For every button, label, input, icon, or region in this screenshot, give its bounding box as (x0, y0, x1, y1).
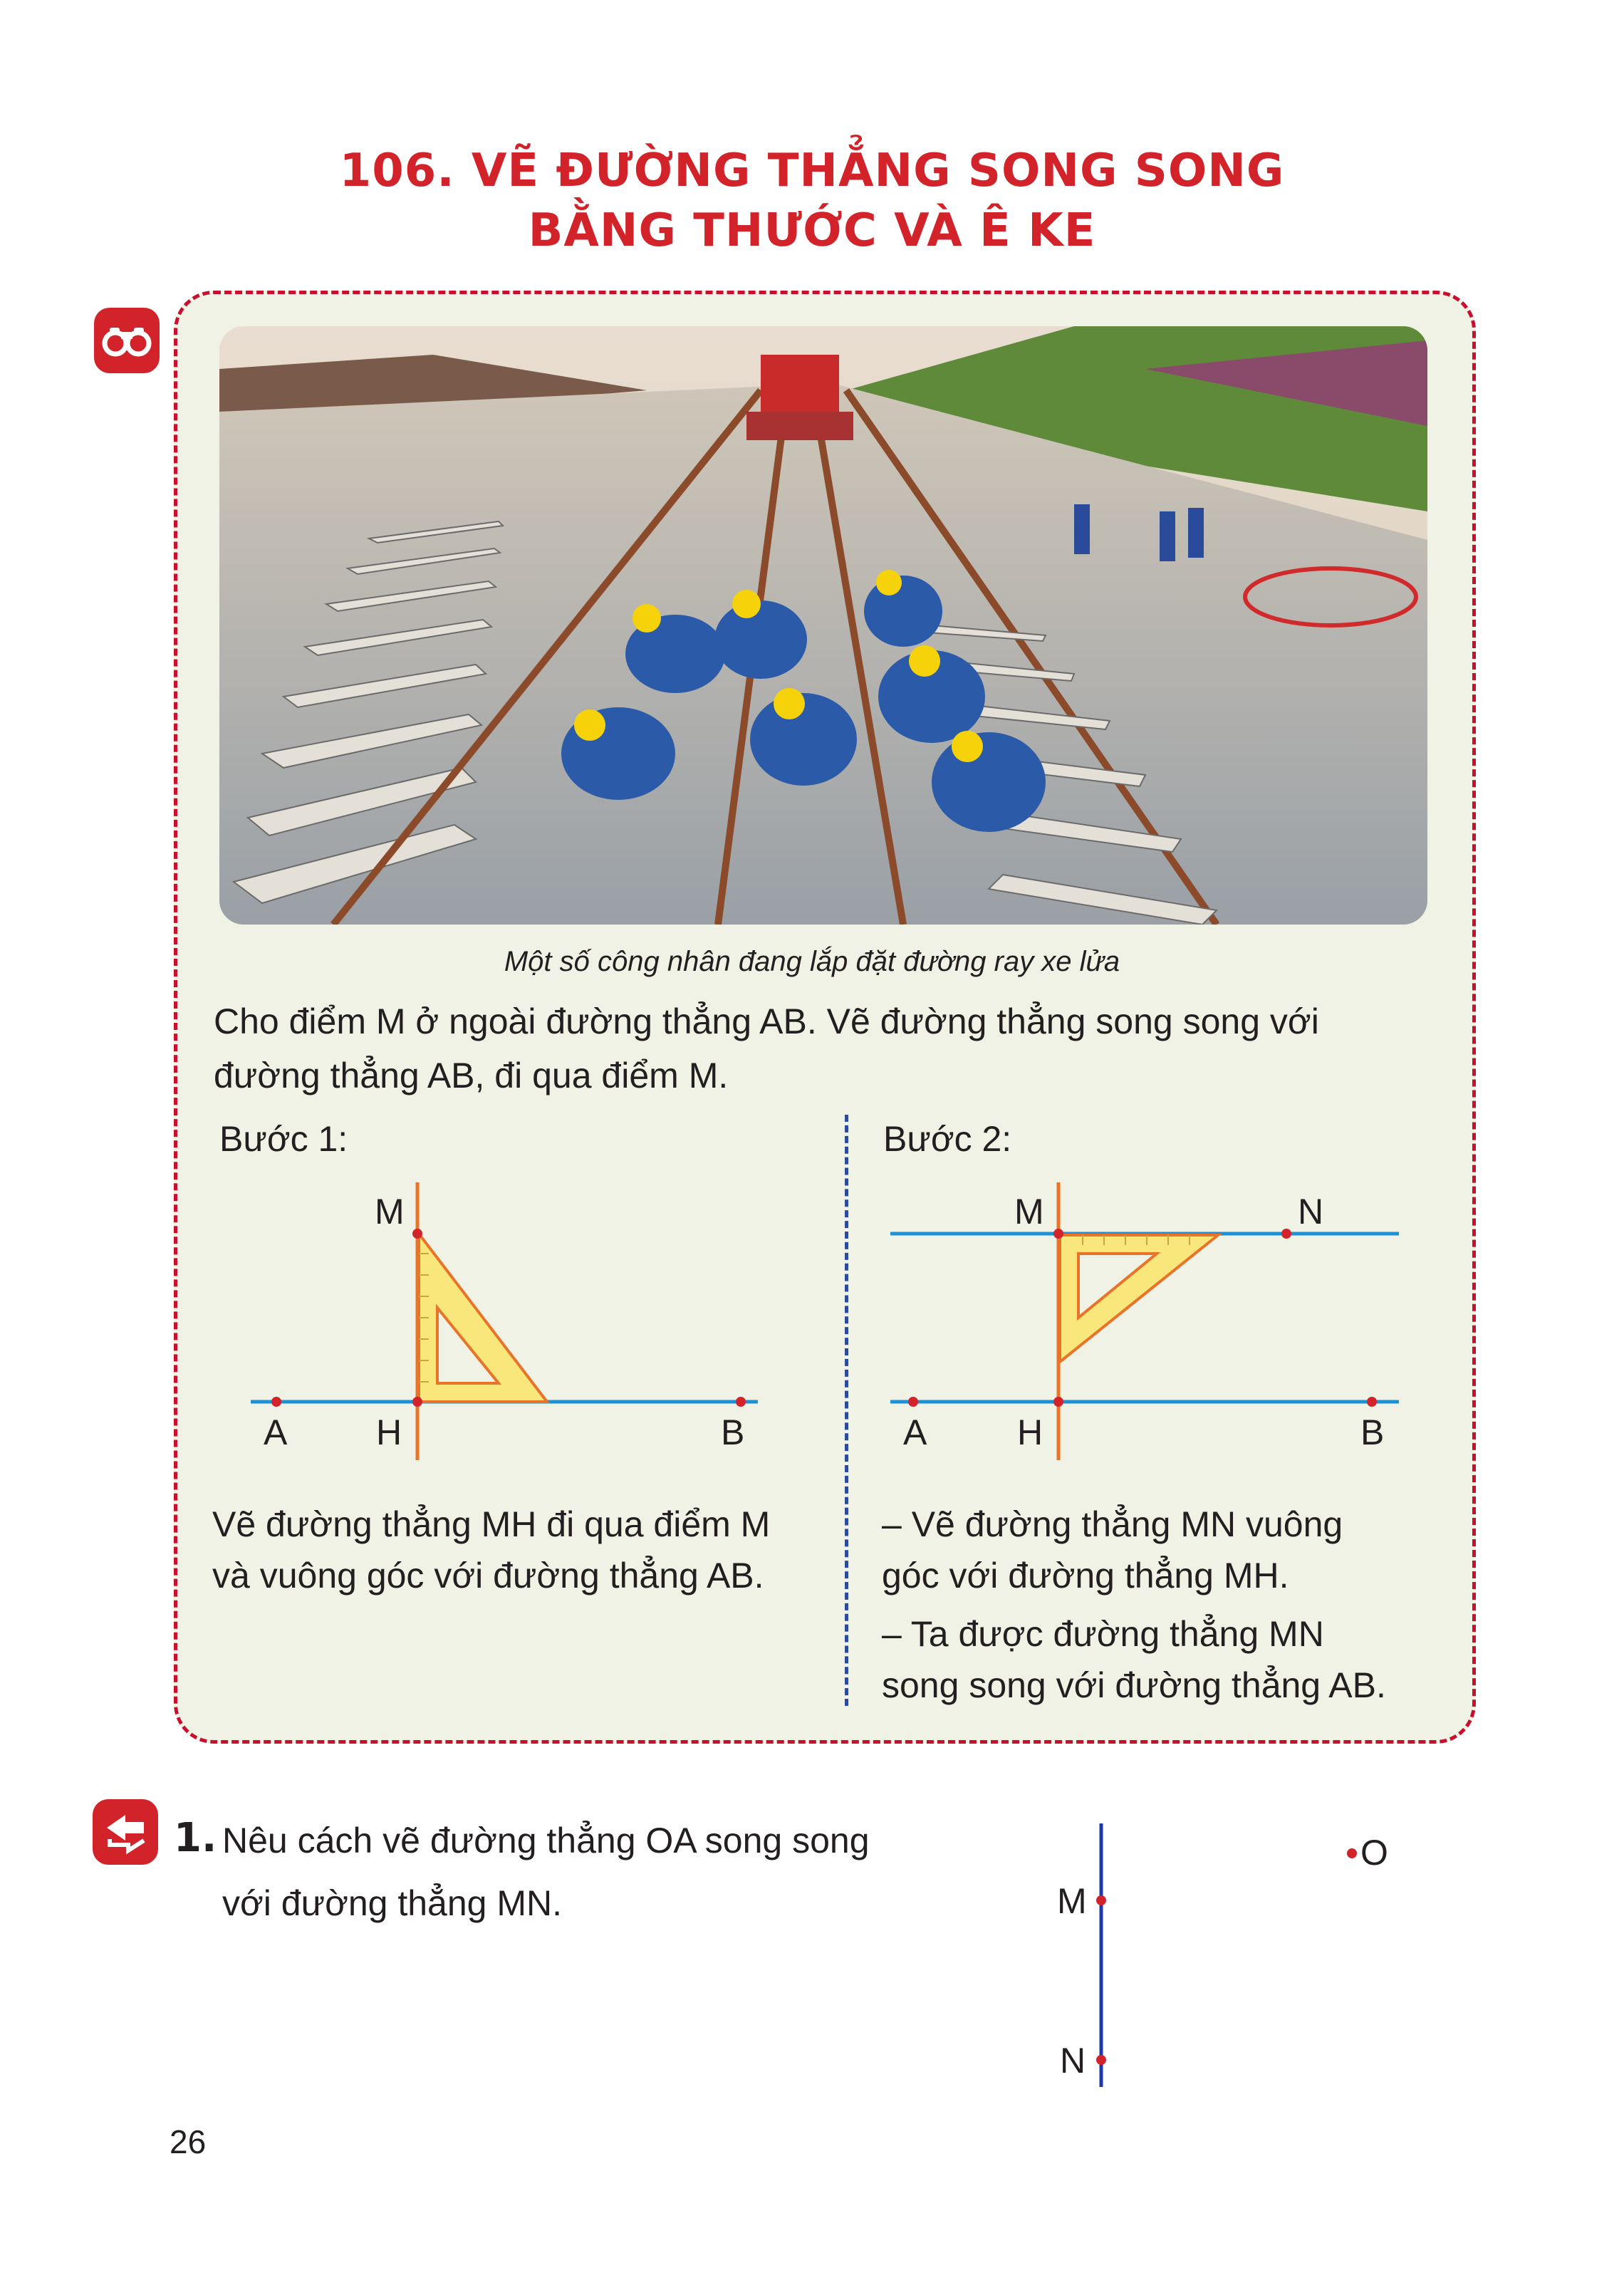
step2-bullet1-line2: góc với đường thẳng MH. (882, 1556, 1289, 1596)
step2-bullet1-line1: – Vẽ đường thẳng MN vuông (882, 1504, 1343, 1544)
step1-label: Bước 1: (219, 1119, 348, 1159)
step-divider (845, 1115, 848, 1706)
step1-point-a: A (264, 1412, 288, 1452)
page-title-line1: 106. VẼ ĐƯỜNG THẲNG SONG SONG (339, 145, 1285, 197)
step2-point-m: M (1014, 1192, 1044, 1232)
binoculars-icon (94, 308, 160, 373)
page-title-line2: BẰNG THƯỚC VÀ Ê KE (528, 204, 1096, 257)
step2-point-n: N (1298, 1192, 1324, 1232)
step1-point-h: H (376, 1412, 402, 1452)
railway-photo (219, 326, 1427, 925)
intro-line2: đường thẳng AB, đi qua điểm M. (214, 1056, 729, 1095)
step1-point-b: B (721, 1412, 745, 1452)
exercise-point-n: N (1060, 2041, 1086, 2081)
exercise-text-line2: với đường thẳng MN. (222, 1883, 563, 1923)
exercise-text-line1: Nêu cách vẽ đường thẳng OA song song (222, 1821, 870, 1860)
photo-caption: Một số công nhân đang lắp đặt đường ray xe lửa (504, 946, 1120, 977)
exercise-diagram (1054, 1823, 1453, 2094)
step1-diagram (242, 1182, 784, 1467)
intro-line1: Cho điểm M ở ngoài đường thẳng AB. Vẽ đường thẳng song song với (214, 1001, 1319, 1041)
step1-text-line2: và vuông góc với đường thẳng AB. (212, 1556, 764, 1596)
step1-point-m: M (375, 1192, 405, 1232)
step2-label: Bước 2: (883, 1119, 1012, 1159)
step2-point-h: H (1017, 1412, 1043, 1452)
step2-point-a: A (903, 1412, 927, 1452)
exercise-number: 1. (174, 1815, 217, 1861)
practice-arrows-icon (93, 1799, 158, 1865)
page-number: 26 (170, 2123, 207, 2160)
exercise-point-m: M (1057, 1881, 1087, 1921)
step2-bullet2-line1: – Ta được đường thẳng MN (882, 1614, 1324, 1654)
step1-text-line1: Vẽ đường thẳng MH đi qua điểm M (212, 1504, 771, 1544)
step2-point-b: B (1360, 1412, 1385, 1452)
exercise-point-o: O (1360, 1833, 1388, 1873)
step2-bullet2-line2: song song với đường thẳng AB. (882, 1665, 1386, 1705)
step2-diagram (883, 1182, 1410, 1467)
